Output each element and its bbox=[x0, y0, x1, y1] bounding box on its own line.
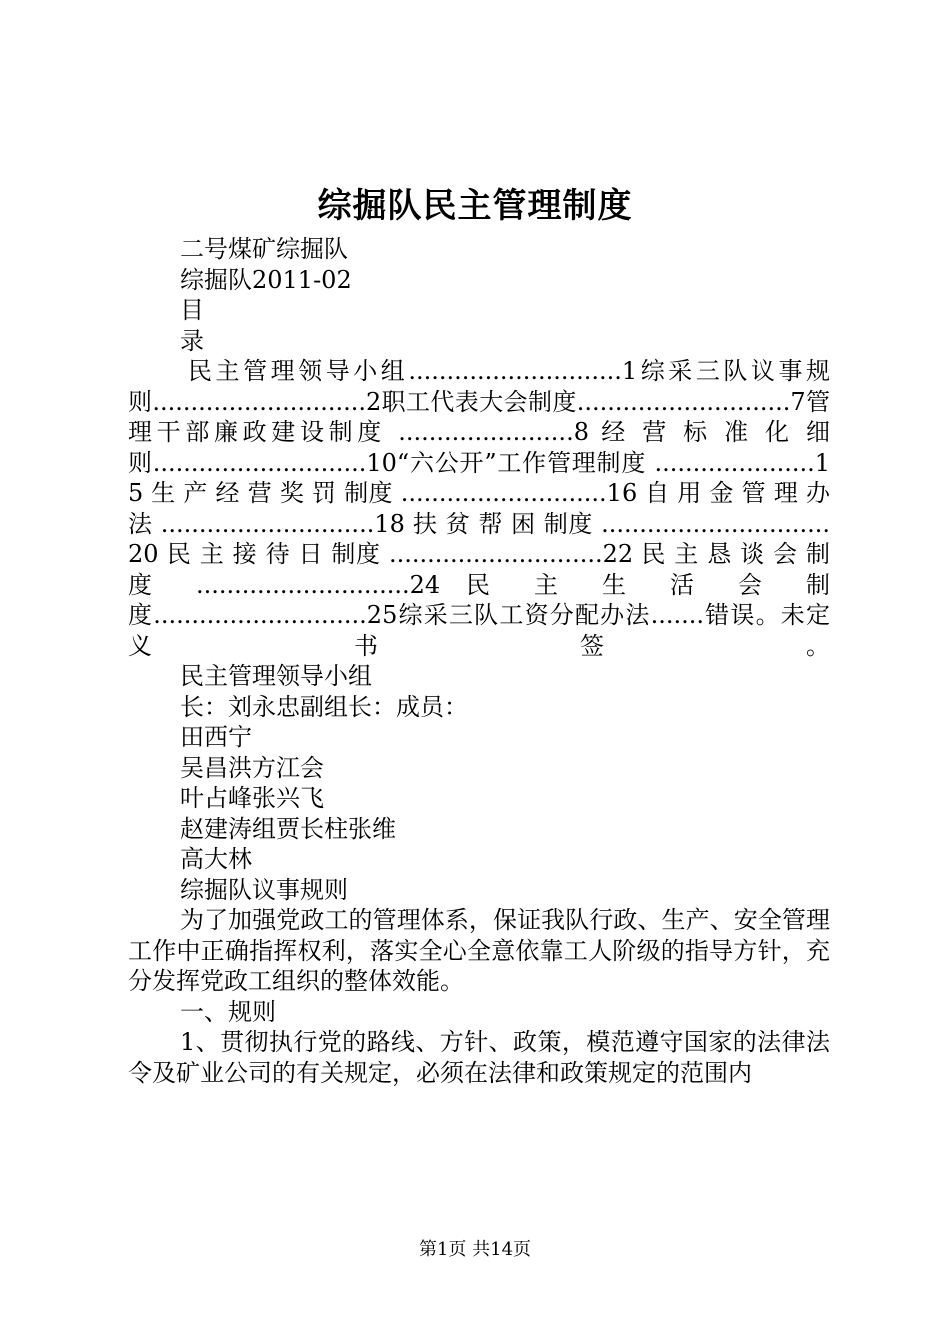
text-line: 赵建涛组贾长柱张维 bbox=[180, 814, 396, 843]
page-footer: 第1页 共14页 bbox=[418, 1239, 532, 1260]
table-of-contents: 民主管理领导小组............................1综采三队议事规则............................2职工代表大会制度............................7管理干部廉政建设制度 .......................8 经 营 标 准 化 细则............................10“六公开”工作管理制度 .....................15 生 产 经 营 奖 罚 制度 ...........................16 自 用 金 管 理 办法 ............................18 扶 贫 帮 困 制度 ..............................20 民 主 接 待 日 制度 ............................22 民 主 恳 谈 会 制度 ............................24 民 主 生 活 会 制度............................25综采三队工资分配办法.......错误。未定义书签。 bbox=[128, 357, 830, 660]
document-body bbox=[128, 234, 830, 1088]
section-heading: 一、规则 bbox=[180, 997, 276, 1026]
toc-heading-1: 目 bbox=[180, 296, 204, 324]
text-line: 叶占峰张兴飞 bbox=[180, 784, 324, 812]
text-line: 长：刘永忠副组长：成员： bbox=[180, 692, 468, 721]
paragraph: 为了加强党政工的管理体系，保证我队行政、生产、安全管理工作中正确指挥权利，落实全心全意依靠工人阶级的指导方针，充分发挥党政工组织的整体效能。 bbox=[128, 906, 830, 995]
text-line: 高大林 bbox=[180, 845, 252, 873]
document-title: 综掘队民主管理制度 bbox=[317, 186, 633, 226]
date-line: 综掘队2011-02 bbox=[180, 265, 352, 294]
text-line: 吴昌洪方江会 bbox=[180, 753, 324, 782]
text-line: 民主管理领导小组 bbox=[180, 662, 372, 690]
paragraph: 1、贯彻执行党的路线、方针、政策，模范遵守国家的法律法令及矿业公司的有关规定，必须在法律和政策规定的范围内 bbox=[128, 1028, 830, 1087]
text-line: 田西宁 bbox=[180, 723, 252, 751]
section-heading: 综掘队议事规则 bbox=[180, 875, 348, 904]
org-line: 二号煤矿综掘队 bbox=[180, 235, 348, 263]
toc-heading-2: 录 bbox=[180, 326, 204, 355]
